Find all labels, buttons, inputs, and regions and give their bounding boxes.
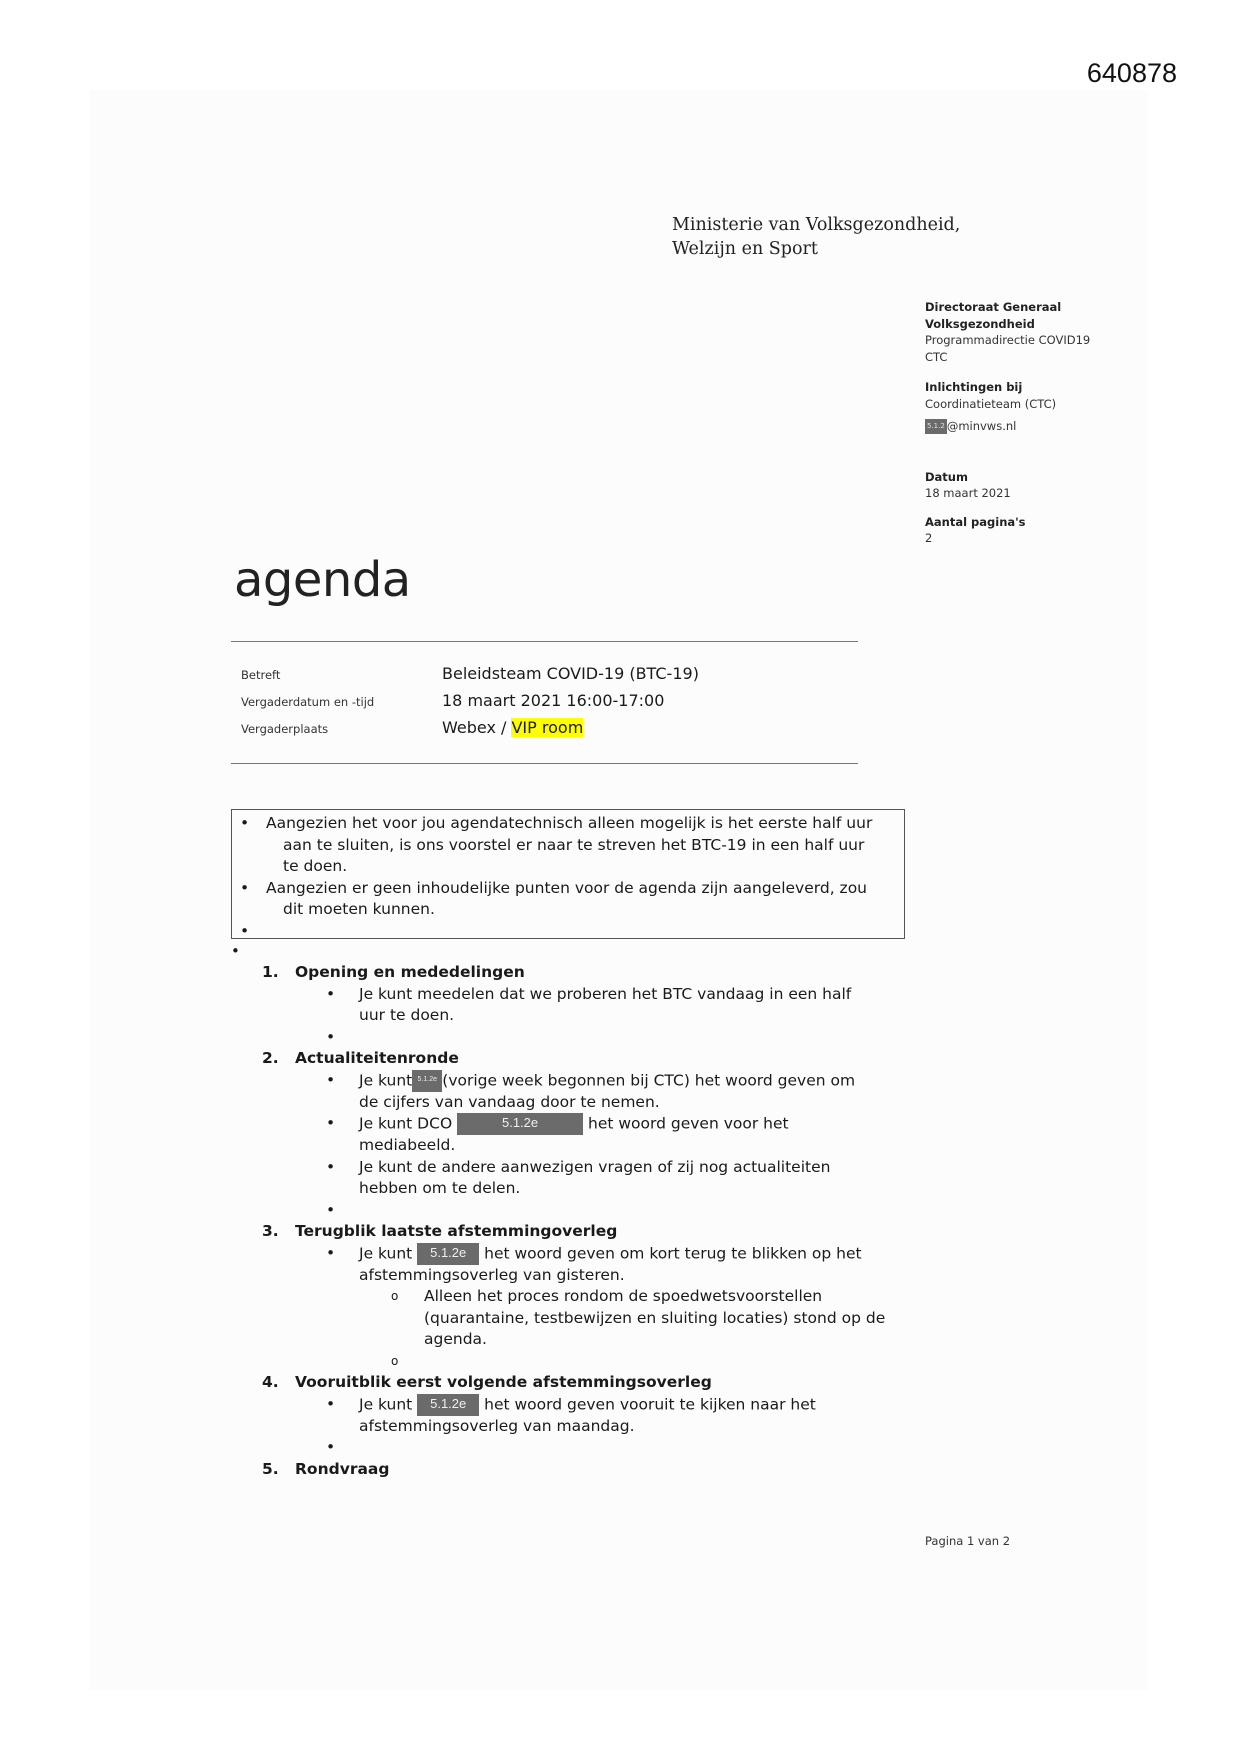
date-value: 18 maart 2021 (925, 486, 1011, 500)
list-item (262, 1070, 922, 1114)
pages-label: Aantal pagina's (925, 514, 1026, 529)
line: het woord geven vooruit te kijken naar het (479, 1395, 816, 1413)
agenda-item-2 (262, 1048, 922, 1070)
item-number: 2. (262, 1049, 279, 1067)
meta-row-datetime (231, 691, 858, 718)
item-number: 1. (262, 963, 279, 981)
dept-line-3: Programmadirectie COVID19 (925, 333, 1091, 347)
place-value-plain: Webex / (442, 718, 512, 737)
pages-value: 2 (925, 531, 933, 545)
meta-table (231, 664, 858, 745)
ministry-line-2: Welzijn en Sport (672, 239, 818, 259)
agenda-list (262, 962, 922, 1480)
bottom-divider (231, 763, 858, 764)
redaction-block: 5.1.2e (457, 1113, 583, 1135)
line: agenda. (424, 1330, 487, 1348)
page-indicator: Pagina 1 van 2 (925, 1534, 1011, 1548)
list-item (262, 1157, 922, 1200)
item-number: 3. (262, 1222, 279, 1240)
datetime-value: 18 maart 2021 16:00-17:00 (442, 691, 665, 710)
note1-line3: te doen. (283, 857, 348, 875)
email-line (925, 418, 1155, 435)
document-number: 640878 (1086, 58, 1177, 88)
list-item-empty (262, 1200, 922, 1222)
email-redaction: 5.1.2 (925, 419, 947, 434)
item-number: 5. (262, 1459, 279, 1478)
item-title: Actualiteitenronde (295, 1049, 459, 1067)
line: hebben om te delen. (359, 1179, 521, 1197)
line: uur te doen. (359, 1006, 455, 1024)
line: Je kunt meedelen dat we proberen het BTC vandaag in een half (359, 984, 852, 1003)
sidebar-info (925, 299, 1155, 547)
agenda-item-5 (262, 1459, 922, 1481)
list-item-empty (262, 1437, 922, 1459)
line: Alleen het proces rondom de spoedwetsvoorstellen (424, 1287, 823, 1305)
subject-value: Beleidsteam COVID-19 (BTC-19) (442, 664, 699, 683)
item-title: Terugblik laatste afstemmingoverleg (295, 1222, 618, 1240)
line: Je kunt de andere aanwezigen vragen of zij nog actualiteiten (359, 1157, 831, 1176)
email-suffix: @minvws.nl (946, 419, 1017, 433)
note-item (240, 813, 904, 878)
list-item (262, 1394, 922, 1438)
line: (vorige week begonnen bij CTC) het woord geven om (442, 1071, 856, 1089)
document-title: agenda (234, 552, 411, 608)
note1-line1: Aangezien het voor jou agendatechnisch alleen mogelijk is het eerste half uur (266, 814, 873, 832)
redaction-block: 5.1.2e (417, 1394, 479, 1416)
line: mediabeeld. (359, 1136, 456, 1154)
line: de cijfers van vandaag door te nemen. (359, 1092, 660, 1111)
line: Je kunt (359, 1071, 413, 1089)
info-value: Coordinatieteam (CTC) (925, 396, 1057, 411)
dept-line-1: Directoraat Generaal (925, 300, 1062, 314)
meta-row-subject (231, 664, 858, 691)
item-title: Vooruitblik eerst volgende afstemmingsoverleg (295, 1373, 712, 1391)
ministry-logo-text (672, 213, 960, 261)
line: Je kunt (359, 1395, 418, 1413)
ministry-line-1: Ministerie van Volksgezondheid, (672, 215, 961, 235)
list-item (262, 1113, 922, 1157)
meta-row-place (231, 718, 858, 745)
note1-line2: aan te sluiten, is ons voorstel er naar te streven het BTC-19 in een half uur (283, 835, 865, 854)
item-title: Opening en mededelingen (295, 963, 525, 981)
redaction-block: 5.1.2e (412, 1070, 442, 1092)
line: Je kunt (359, 1244, 418, 1262)
list-item (262, 984, 922, 1027)
line: afstemmingsoverleg van maandag. (359, 1416, 635, 1435)
place-label: Vergaderplaats (241, 722, 329, 736)
agenda-item-3 (262, 1221, 922, 1243)
line: het woord geven om kort terug te blikken op het (479, 1244, 862, 1262)
note-box (231, 809, 905, 939)
sub-list-item-empty (262, 1351, 922, 1373)
info-label: Inlichtingen bij (925, 380, 1023, 394)
top-divider (231, 641, 858, 642)
agenda-item-1 (262, 962, 922, 984)
dept-line-2: Volksgezondheid (925, 316, 1035, 331)
line: afstemmingsoverleg van gisteren. (359, 1265, 625, 1284)
place-value-highlight: VIP room (511, 718, 584, 737)
date-label: Datum (925, 469, 968, 484)
line: (quarantaine, testbewijzen en sluiting locaties) stond op de (424, 1308, 886, 1327)
redaction-block: 5.1.2e (417, 1243, 479, 1265)
item-title: Rondvraag (295, 1459, 390, 1478)
note-item-empty (240, 921, 904, 943)
list-item (262, 1243, 922, 1287)
note2-line1: Aangezien er geen inhoudelijke punten voor de agenda zijn aangeleverd, zou (266, 878, 868, 897)
subject-label: Betreft (241, 668, 281, 682)
datetime-label: Vergaderdatum en -tijd (241, 695, 375, 709)
bullet-dot: • (231, 942, 240, 960)
note-item (240, 878, 904, 921)
sub-list-item (262, 1286, 922, 1351)
agenda-item-4 (262, 1372, 922, 1394)
list-item-empty (262, 1027, 922, 1049)
place-value (442, 718, 583, 737)
note2-line2: dit moeten kunnen. (283, 900, 435, 918)
line: het woord geven voor het (583, 1114, 789, 1133)
dept-line-4: CTC (925, 349, 948, 364)
item-number: 4. (262, 1373, 279, 1391)
line: Je kunt DCO (359, 1114, 458, 1133)
